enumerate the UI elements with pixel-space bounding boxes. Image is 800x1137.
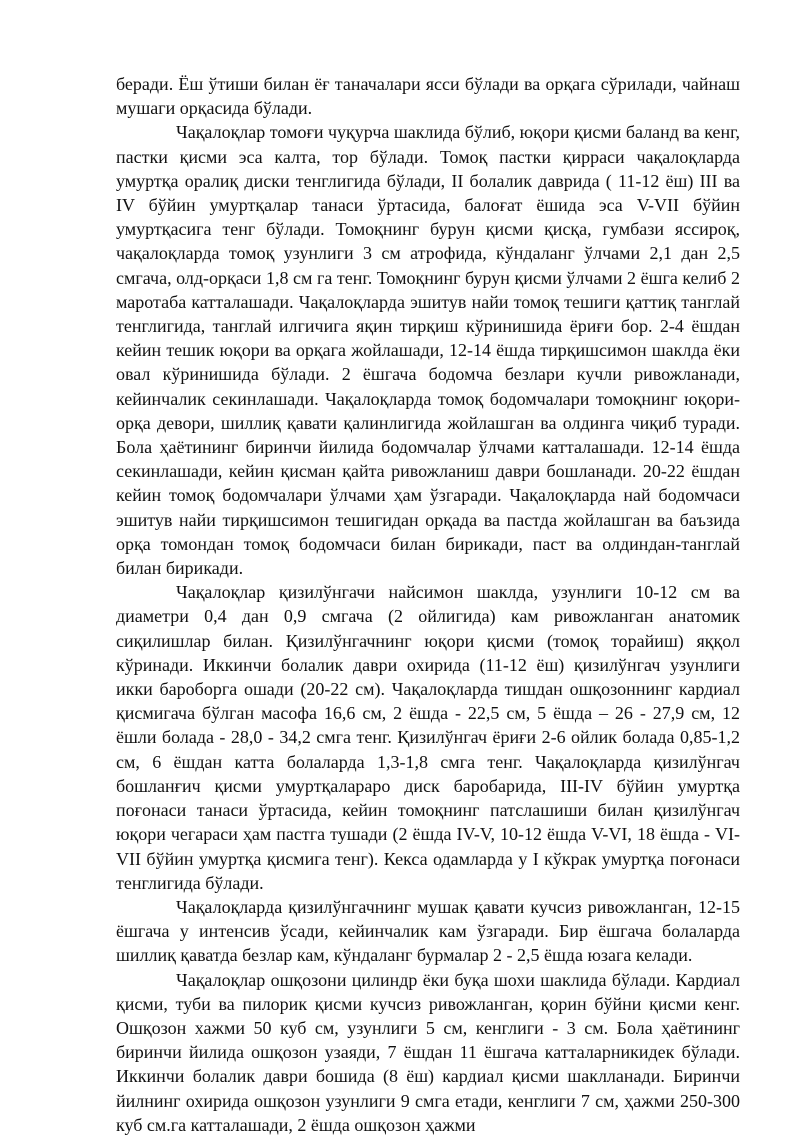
paragraph-1: беради. Ёш ўтиши билан ёғ таначалари ясси бўлади ва орқага сўрилади, чайнаш мушаги орқасида бўлади. [116,74,740,119]
paragraph-4: Чақалоқларда қизилўнгачнинг мушак қавати кучсиз ривожланган, 12-15 ёшгача у интенсив ўсади, кейинчалик кам ўзгаради. Бир ёшгача болаларда шиллиқ қаватда безлар кам, кўндаланг бурмалар 2 - 2,5 ёшда юзага келади. [116,896,740,966]
paragraph-2: Чақалоқлар томоғи чуқурча шаклида бўлиб, юқори қисми баланд ва кенг, пастки қисми эса калта, тор бўлади. Томоқ пастки қирраси чақалоқларда умуртқа оралиқ диски тенглигида бўлади, II болалик даврида ( 11-12 ёш) III ва IV бўйин умуртқалар танаси ўртасида, балоғат ёшида эса V-VII бўйин умуртқасига тенг бўлади. Томоқнинг бурун қисми қисқа, гумбази яссироқ, чақалоқларда томоқ узунлиги 3 см атрофида, кўндаланг ўлчами 2,1 дан 2,5 смгача, олд-орқаси 1,8 см га тенг. Томоқнинг бурун қисми ўлчами 2 ёшга келиб 2 маротаба катталашади. Чақалоқларда эшитув найи томоқ тешиги қаттиқ танглай тенглигида, танглай илгичига яқин тирқиш кўринишида ёриғи бор. 2-4 ёшдан кейин тешик юқори ва орқага жойлашади, 12-14 ёшда тирқишсимон шаклда ёки овал кўринишида бўлади. 2 ёшгача бодомча безлари кучли ривожланади, кейинчалик секинлашади. Чақалоқларда томоқ бодомчалари томоқнинг юқори-орқа девори, шиллиқ қавати қалинлигида жойлашган ва олдинга чиқиб туради. Бола ҳаётининг биринчи йилида бодомчалар ўлчами катталашади. 12-14 ёшда секинлашади, кейин қисман қайта ривожланиш даври бошланади. 20-22 ёшдан кейин томоқ бодомчалари ўлчами ҳам ўзгаради. Чақалоқларда най бодомчаси эшитув найи тирқишсимон тешигидан орқада ва пастда жойлашган ва баъзида орқа томондан томоқ бодомчаси билан бирикади, паст ва олдиндан-танглай билан бирикади. [116,122,740,579]
paragraph-5: Чақалоқлар ошқозони цилиндр ёки буқа шохи шаклида бўлади. Кардиал қисми, туби ва пилорик қисми кучсиз ривожланган, қорин бўйни қисми кенг. Ошқозон хажми 50 куб см, узунлиги 5 см, кенглиги - 3 см. Бола ҳаётининг биринчи йилида ошқозон узаяди, 7 ёшдан 11 ёшгача катталарникидек бўлади. Иккинчи болалик даври бошида (8 ёш) кардиал қисми шаклланади. Биринчи йилнинг охирида ошқозон узунлиги 9 смга етади, кенглиги 7 см, ҳажми 250-300 куб см.га катталашади, 2 ёшда ошқозон ҳажми [116,969,740,1135]
paragraph-3: Чақалоқлар қизилўнгачи найсимон шаклда, узунлиги 10-12 см ва диаметри 0,4 дан 0,9 смгача (2 ойлигида) кам ривожланган анатомик сиқилишлар билан. Қизилўнгачнинг юқори қисми (томоқ торайиш) яққол кўринади. Иккинчи болалик даври охирида (11-12 ёш) қизилўнгач узунлиги икки бароборга ошади (20-22 см). Чақалоқларда тишдан ошқозоннинг кардиал қисмигача бўлган масофа 16,6 см, 2 ёшда - 22,5 см, 5 ёшда – 26 - 27,9 см, 12 ёшли болада - 28,0 - 34,2 смга тенг. Қизилўнгач ёриғи 2-6 ойлик болада 0,85-1,2 см, 6 ёшдан катта болаларда 1,3-1,8 смга тенг. Чақалоқларда қизилўнгач бошланғич қисми умуртқалараро диск баробарида, III-IV бўйин умуртқа поғонаси танаси ўртасида, кейин томоқнинг патслашиши билан қизилўнгач юқори чегараси ҳам пастга тушади (2 ёшда IV-V, 10-12 ёшда V-VI, 18 ёшда - VI-VII бўйин умуртқа қисмига тенг). Кекса одамларда у I кўкрак умуртқа поғонаси тенглигида бўлади. [116,582,740,893]
document-page [116,72,740,1137]
